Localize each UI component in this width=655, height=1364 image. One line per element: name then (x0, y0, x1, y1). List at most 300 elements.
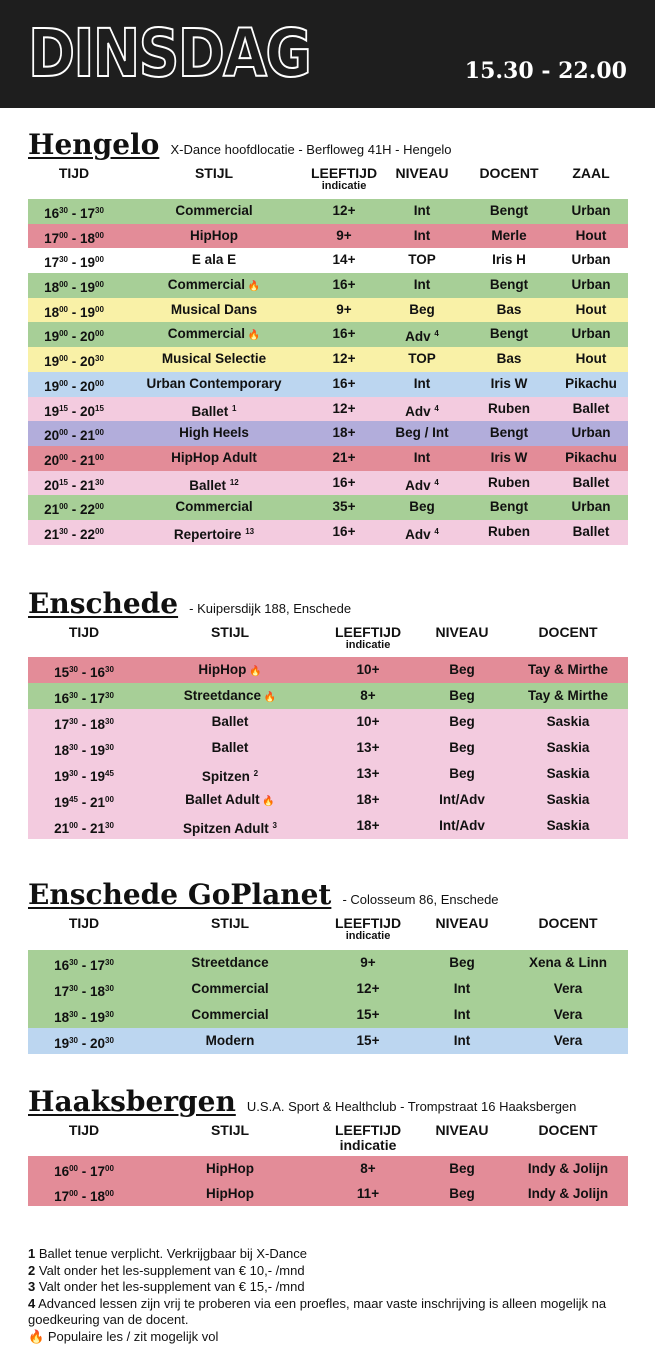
start-hour: 20 (44, 477, 60, 493)
level-cell (416, 683, 508, 709)
room-cell: Urban (571, 499, 611, 515)
teacher-cell: Saskia (546, 818, 590, 833)
end-minute: 30 (105, 1036, 114, 1045)
room-cell: Ballet (572, 400, 610, 416)
style-cell (140, 1002, 320, 1028)
col-tijd: TIJD (68, 624, 100, 640)
style-name: Commercial (191, 1007, 269, 1022)
room-cell: Urban (571, 425, 611, 441)
room-cell: Ballet (572, 474, 610, 490)
level-footnote: 4 (434, 526, 439, 536)
end-minute: 00 (95, 526, 104, 536)
time-dash: - (68, 526, 80, 542)
start-hour: 17 (44, 255, 60, 271)
teacher-cell: Bengt (489, 203, 529, 218)
footnote-line (28, 1263, 628, 1280)
start-minute: 30 (69, 691, 78, 700)
level-name: Beg (449, 1161, 475, 1176)
table-row (28, 298, 628, 323)
teacher-cell: Indy & Jolijn (527, 1186, 609, 1201)
style-footnote: 12 (229, 477, 239, 487)
level-name: Beg (449, 714, 475, 729)
style-cell (120, 397, 308, 425)
table-row (28, 224, 628, 249)
style-cell (120, 372, 308, 397)
end-minute: 00 (95, 428, 104, 438)
table-row (28, 471, 628, 496)
room-cell: Urban (571, 326, 611, 342)
age-cell: 11+ (356, 1186, 380, 1201)
start-hour: 21 (44, 502, 60, 518)
start-hour: 19 (44, 378, 60, 394)
start-hour: 20 (44, 452, 60, 468)
end-minute: 30 (105, 691, 114, 700)
style-name: HipHop (198, 662, 247, 677)
time-dash: - (78, 1164, 90, 1179)
table-row (28, 495, 628, 520)
level-name: Int (413, 449, 431, 465)
footnote-text: Advanced lessen zijn vrij te proberen via een proefles, maar vaste inschrijving is alleen mogelijk na goedkeuring van de docent. (28, 1295, 607, 1327)
end-hour: 18 (90, 1189, 106, 1204)
col-tijd: TIJD (68, 915, 100, 931)
start-minute: 00 (59, 304, 68, 314)
style-name: Urban Contemporary (146, 375, 282, 391)
table-row (28, 976, 628, 1002)
time-cell (28, 1181, 140, 1210)
col-niveau: NIVEAU (435, 624, 489, 640)
teacher-cell: Saskia (546, 740, 590, 755)
col-docent: DOCENT (538, 1122, 598, 1138)
style-footnote: 2 (253, 769, 259, 778)
end-hour: 18 (80, 230, 96, 246)
style-name: Spitzen Adult (183, 821, 269, 836)
time-cell (28, 273, 120, 301)
time-cell (28, 446, 120, 474)
end-minute: 00 (95, 452, 104, 462)
table-row (28, 322, 628, 347)
flame-icon: 🔥 (245, 281, 261, 293)
start-minute: 30 (69, 958, 78, 967)
time-cell (28, 1028, 140, 1057)
time-dash: - (68, 428, 80, 444)
table-row (28, 520, 628, 545)
style-cell (140, 1028, 320, 1054)
end-hour: 22 (80, 526, 96, 542)
col-stijl: STIJL (194, 165, 234, 181)
start-hour: 17 (54, 1189, 70, 1204)
time-dash: - (78, 1189, 90, 1204)
teacher-cell: Ruben (488, 400, 530, 416)
teacher-cell: Bengt (489, 277, 529, 293)
style-name: Ballet Adult (185, 792, 260, 807)
age-cell: 18+ (356, 818, 380, 833)
room-cell: Urban (571, 277, 611, 293)
time-dash: - (68, 280, 80, 296)
start-minute: 30 (59, 255, 68, 265)
time-dash: - (78, 1010, 90, 1025)
teacher-cell: Bengt (489, 326, 529, 342)
table-row (28, 735, 628, 761)
start-minute: 00 (69, 1164, 78, 1173)
footnote-line (28, 1329, 628, 1346)
room-cell: Pikachu (565, 449, 617, 465)
start-minute: 45 (69, 795, 78, 804)
level-name: Adv (405, 477, 431, 493)
start-minute: 30 (59, 526, 68, 536)
room-cell: Urban (571, 252, 611, 268)
room-cell: Hout (575, 351, 607, 367)
teacher-cell: Ruben (488, 523, 530, 539)
start-hour: 19 (44, 403, 60, 419)
style-name: E ala E (191, 252, 237, 268)
end-minute: 00 (95, 280, 104, 290)
style-name: Ballet (189, 477, 227, 493)
end-minute: 30 (95, 477, 104, 487)
flame-icon: 🔥 (246, 666, 262, 677)
time-dash: - (78, 743, 90, 758)
start-minute: 00 (59, 428, 68, 438)
level-cell (416, 1002, 508, 1028)
age-cell: 12+ (332, 400, 356, 416)
time-dash: - (78, 984, 90, 999)
style-cell (140, 1181, 320, 1207)
age-cell: 10+ (356, 714, 380, 729)
start-minute: 00 (59, 230, 68, 240)
time-cell (28, 224, 120, 252)
level-cell (416, 1156, 508, 1182)
time-dash: - (78, 795, 90, 810)
end-minute: 00 (95, 304, 104, 314)
footnote-number: 2 (28, 1262, 36, 1278)
style-name: Musical Selectie (161, 351, 267, 367)
start-hour: 16 (54, 1164, 70, 1179)
age-cell: 13+ (356, 740, 380, 755)
table-row (28, 421, 628, 446)
end-minute: 00 (95, 329, 104, 339)
teacher-cell: Merle (491, 227, 527, 243)
teacher-cell: Bengt (489, 425, 529, 441)
opening-hours: 15.30 - 22.00 (464, 58, 627, 84)
col-leeftijd: LEEFTIJD (334, 624, 402, 640)
end-hour: 20 (80, 378, 96, 394)
footnote-line (28, 1246, 628, 1263)
style-cell (120, 421, 308, 446)
level-name: TOP (408, 252, 436, 268)
start-hour: 21 (54, 821, 70, 836)
age-cell: 21+ (332, 449, 356, 465)
time-cell (28, 709, 140, 738)
start-hour: 18 (44, 304, 60, 320)
end-minute: 00 (95, 378, 104, 388)
time-cell (28, 347, 120, 375)
teacher-cell: Vera (553, 981, 583, 996)
time-cell (28, 813, 140, 842)
start-hour: 19 (54, 769, 70, 784)
end-hour: 19 (90, 743, 106, 758)
col-indicatie: indicatie (321, 180, 367, 192)
table-row (28, 446, 628, 471)
footnote-text: Valt onder het les-supplement van € 10,- /mnd (38, 1262, 305, 1278)
room-cell: Hout (575, 227, 607, 243)
end-hour: 20 (90, 1036, 106, 1051)
level-name: Beg (409, 499, 435, 515)
time-cell (28, 372, 120, 400)
col-niveau: NIVEAU (395, 165, 449, 181)
footnote-number: 1 (28, 1246, 36, 1261)
end-minute: 45 (105, 769, 114, 778)
style-cell (120, 248, 308, 273)
style-cell (140, 1156, 320, 1182)
style-name: Ballet (211, 714, 249, 729)
city-address: - Kuipersdijk 188, Enschede (189, 601, 352, 616)
table-row (28, 1002, 628, 1028)
teacher-cell: Vera (553, 1033, 583, 1048)
table-row (28, 1181, 628, 1206)
day-title: DINSDAG (28, 15, 311, 92)
style-name: HipHop (206, 1186, 254, 1201)
footnote-number: 4 (28, 1295, 36, 1311)
age-cell: 35+ (332, 499, 356, 515)
city-address: U.S.A. Sport & Healthclub - Trompstraat 16 Haaksbergen (246, 1099, 577, 1114)
time-cell (28, 657, 140, 686)
end-hour: 18 (90, 717, 106, 732)
start-minute: 00 (59, 502, 68, 512)
room-cell: Urban (571, 203, 611, 218)
col-stijl: STIJL (210, 624, 250, 640)
start-minute: 15 (59, 403, 68, 413)
section-title (28, 878, 499, 911)
time-dash: - (78, 821, 90, 836)
level-name: Int (413, 277, 431, 293)
start-minute: 30 (69, 665, 78, 674)
age-cell: 15+ (356, 1007, 380, 1022)
start-hour: 19 (44, 354, 60, 370)
table-row (28, 709, 628, 735)
age-cell: 13+ (356, 766, 380, 781)
time-dash: - (78, 665, 90, 680)
city-address: X-Dance hoofdlocatie - Berfloweg 41H - Hengelo (170, 142, 452, 157)
end-hour: 19 (80, 280, 96, 296)
time-cell (28, 397, 120, 425)
level-name: Beg (449, 955, 475, 970)
age-cell: 9+ (336, 301, 352, 317)
level-name: Int (453, 1007, 471, 1022)
age-cell: 16+ (332, 375, 356, 391)
end-hour: 20 (80, 329, 96, 345)
level-cell (416, 976, 508, 1002)
level-cell (380, 199, 464, 224)
table-row (28, 950, 628, 976)
col-indicatie: indicatie (339, 1137, 397, 1153)
section-title (28, 587, 351, 620)
style-name: Musical Dans (170, 301, 258, 317)
style-cell (120, 273, 308, 300)
end-hour: 17 (90, 1164, 106, 1179)
age-cell: 16+ (332, 523, 356, 539)
style-name: Modern (205, 1033, 255, 1048)
col-docent: DOCENT (538, 915, 598, 931)
end-minute: 30 (105, 984, 114, 993)
style-name: Streetdance (183, 688, 262, 703)
teacher-cell: Iris W (490, 449, 528, 465)
time-cell (28, 421, 120, 449)
section-title (28, 1085, 576, 1118)
time-cell (28, 787, 140, 816)
style-name: Repertoire (173, 526, 242, 542)
time-dash: - (78, 769, 90, 784)
start-minute: 00 (59, 280, 68, 290)
room-cell: Ballet (572, 523, 610, 539)
level-cell (416, 1028, 508, 1054)
table-row (28, 372, 628, 397)
col-tijd: TIJD (68, 1122, 100, 1138)
col-stijl: STIJL (210, 915, 250, 931)
level-name: Int (413, 203, 431, 218)
start-hour: 18 (54, 743, 70, 758)
teacher-cell: Saskia (546, 792, 590, 807)
age-cell: 9+ (336, 227, 352, 243)
style-name: HipHop (190, 227, 238, 243)
level-cell (380, 347, 464, 372)
style-cell (140, 813, 320, 842)
time-cell (28, 683, 140, 712)
level-name: Int (413, 227, 431, 243)
end-hour: 21 (80, 428, 96, 444)
start-minute: 30 (59, 206, 68, 215)
table-row (28, 787, 628, 813)
end-minute: 30 (105, 743, 114, 752)
start-minute: 30 (69, 1010, 78, 1019)
table-row (28, 199, 628, 224)
end-minute: 00 (95, 255, 104, 265)
table-row (28, 813, 628, 839)
schedule-table (28, 1156, 628, 1206)
style-cell (140, 787, 320, 815)
level-footnote: 4 (434, 477, 439, 487)
start-hour: 17 (54, 984, 70, 999)
time-dash: - (78, 691, 90, 706)
teacher-cell: Saskia (546, 714, 590, 729)
level-name: Adv (405, 526, 431, 542)
start-hour: 18 (44, 280, 60, 296)
start-minute: 15 (59, 477, 68, 487)
age-cell: 18+ (332, 425, 356, 441)
style-cell (120, 347, 308, 372)
end-minute: 30 (105, 717, 114, 726)
level-name: Beg (449, 740, 475, 755)
style-footnote: 3 (272, 821, 277, 830)
style-cell (120, 322, 308, 349)
time-cell (28, 950, 140, 979)
time-cell (28, 471, 120, 499)
col-leeftijd: LEEFTIJD (310, 165, 378, 181)
teacher-cell: Iris W (490, 375, 528, 391)
teacher-cell: Ruben (488, 474, 530, 490)
time-cell (28, 298, 120, 326)
level-cell (416, 787, 508, 813)
age-cell: 8+ (360, 688, 376, 703)
style-name: Commercial (175, 499, 253, 515)
start-hour: 16 (54, 958, 70, 973)
start-hour: 15 (54, 665, 70, 680)
time-dash: - (68, 354, 80, 370)
time-cell (28, 248, 120, 276)
style-cell (120, 495, 308, 520)
col-indicatie: indicatie (345, 639, 391, 651)
age-cell: 12+ (332, 203, 356, 218)
level-cell (380, 520, 464, 548)
footnote-line (28, 1279, 628, 1296)
end-hour: 19 (80, 304, 96, 320)
level-cell (380, 446, 464, 471)
time-cell (28, 735, 140, 764)
level-cell (380, 372, 464, 397)
style-cell (140, 976, 320, 1002)
style-name: Ballet (211, 740, 249, 755)
start-hour: 21 (44, 526, 60, 542)
teacher-cell: Tay & Mirthe (527, 688, 608, 703)
start-minute: 00 (59, 354, 68, 364)
end-hour: 20 (80, 354, 96, 370)
style-cell (140, 761, 320, 790)
end-hour: 21 (80, 477, 96, 493)
end-minute: 00 (105, 1189, 114, 1198)
level-cell (416, 709, 508, 735)
teacher-cell: Saskia (546, 766, 590, 781)
footnotes (28, 1246, 628, 1345)
level-name: Adv (405, 403, 431, 419)
style-cell (120, 471, 308, 499)
teacher-cell: Bas (496, 351, 522, 367)
city-address: - Colosseum 86, Enschede (342, 892, 499, 907)
time-dash: - (68, 329, 80, 345)
start-hour: 17 (54, 717, 70, 732)
teacher-cell: Indy & Jolijn (527, 1161, 609, 1176)
start-hour: 18 (54, 1010, 70, 1025)
end-minute: 00 (95, 502, 104, 512)
footnote-text: Ballet tenue verplicht. Verkrijgbaar bij X-Dance (38, 1246, 307, 1261)
level-cell (416, 950, 508, 976)
teacher-cell: Bengt (489, 499, 529, 515)
style-name: Commercial (191, 981, 269, 996)
age-cell: 8+ (360, 1161, 376, 1176)
time-dash: - (68, 378, 80, 394)
room-cell: Hout (575, 301, 607, 317)
col-stijl: STIJL (210, 1122, 250, 1138)
level-cell (380, 298, 464, 323)
end-hour: 19 (80, 255, 96, 271)
start-minute: 30 (69, 1036, 78, 1045)
room-cell: Pikachu (565, 375, 617, 391)
start-minute: 30 (69, 743, 78, 752)
footnote-text: Populaire les / zit mogelijk vol (47, 1328, 219, 1344)
level-cell (380, 421, 464, 446)
table-row (28, 397, 628, 422)
time-cell (28, 495, 120, 523)
end-hour: 17 (90, 691, 106, 706)
level-cell (380, 471, 464, 499)
col-tijd: TIJD (58, 165, 90, 181)
style-cell (120, 446, 308, 471)
end-minute: 30 (105, 821, 114, 830)
age-cell: 12+ (332, 351, 356, 367)
end-hour: 19 (90, 769, 106, 784)
end-minute: 30 (105, 665, 114, 674)
style-name: Commercial (167, 326, 246, 342)
level-cell (416, 813, 508, 839)
style-cell (140, 683, 320, 711)
level-name: Beg / Int (395, 425, 449, 441)
